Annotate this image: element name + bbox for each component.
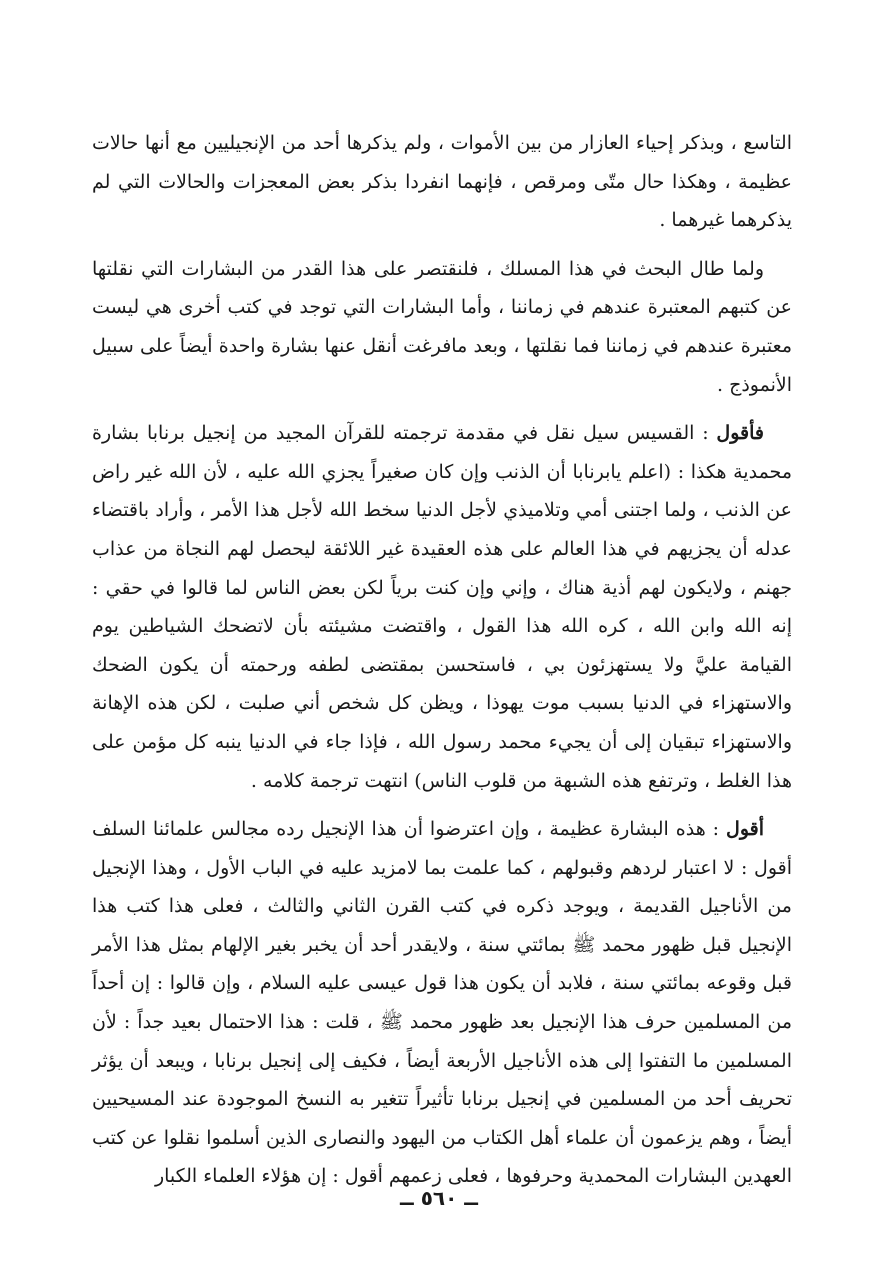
paragraph-3-lead-word: فأقول <box>716 422 764 445</box>
paragraph-3 <box>92 414 792 800</box>
paragraph-4-lead-word: أقول <box>726 818 764 841</box>
page-body <box>92 124 792 1196</box>
paragraph-2-text: ولما طال البحث في هذا المسلك ، فلنقتصر على هذا القدر من البشارات التي نقلتها عن كتبهم المعتبرة عندهم في زماننا ، وأما البشارات التي توجد في كتب أخرى هي ليست معتبرة عندهم في زماننا فما نقلتها ، وبعد مافرغت أنقل عنها بشارة واحدة أيضاً على سبيل الأنموذج . <box>92 257 792 396</box>
paragraph-4-text: : هذه البشارة عظيمة ، وإن اعترضوا أن هذا الإنجيل رده مجالس علمائنا السلف أقول : لا اعتبار لردهم وقبولهم ، كما علمت بما لامزيد عليه في الباب الأول ، وهذا الإنجيل من الأناجيل القديمة ، ويوجد ذكره في كتب القرن الثاني والثالث ، فعلى هذا كتب هذا الإنجيل قبل ظهور محمد ﷺ بمائتي سنة ، ولايقدر أحد أن يخبر بغير الإلهام بمثل هذا الأمر قبل وقوعه بمائتي سنة ، فلابد أن يكون هذا قول عيسى عليه السلام ، وإن قالوا : إن أحداً من المسلمين حرف هذا الإنجيل بعد ظهور محمد ﷺ ، قلت : هذا الاحتمال بعيد جداً : لأن المسلمين ما التفتوا إلى هذه الأناجيل الأربعة أيضاً ، فكيف إلى إنجيل برنابا ، ويبعد أن يؤثر تحريف أحد من المسلمين في إنجيل برنابا تأثيراً تتغير به النسخ الموجودة عند المسيحيين أيضاً ، وهم يزعمون أن علماء أهل الكتاب من اليهود والنصارى الذين أسلموا نقلوا عن كتب العهدين البشارات المحمدية وحرفوها ، فعلى زعمهم أقول : إن هؤلاء العلماء الكبار <box>92 818 792 1188</box>
paragraph-2 <box>92 250 792 404</box>
paragraph-4 <box>92 810 792 1196</box>
paragraph-1 <box>92 124 792 240</box>
paragraph-3-text: : القسيس سيل نقل في مقدمة ترجمته للقرآن المجيد من إنجيل برنابا بشارة محمدية هكذا : (اعلم يابرنابا أن الذنب وإن كان صغيراً يجزي الله عليه ، لأن الله غير راض عن الذنب ، ولما اجتنى أمي وتلاميذي لأجل الدنيا سخط الله لأجل هذا الأمر ، وأراد باقتضاء عدله أن يجزيهم في هذا العالم على هذه العقيدة غير اللائقة ليحصل لهم النجاة من عذاب جهنم ، ولايكون لهم أذية هناك ، وإني وإن كنت برياً لكن بعض الناس لما قالوا في حقي : إنه الله وابن الله ، كره الله هذا القول ، واقتضت مشيئته بأن لاتضحك الشياطين يوم القيامة عليَّ ولا يستهزئون بي ، فاستحسن بمقتضى لطفه ورحمته أن يكون الضحك والاستهزاء في الدنيا بسبب موت يهوذا ، ويظن كل شخص أني صلبت ، لكن هذه الإهانة والاستهزاء تبقيان إلى أن يجيء محمد رسول الله ، فإذا جاء في الدنيا ينبه كل مؤمن على هذا الغلط ، وترتفع هذه الشبهة من قلوب الناس) انتهت ترجمة كلامه . <box>92 422 792 792</box>
paragraph-1-text: التاسع ، وبذكر إحياء العازار من بين الأموات ، ولم يذكرها أحد من الإنجيليين مع أنها حالات عظيمة ، وهكذا حال متّى ومرقص ، فإنهما انفردا بذكر بعض المعجزات والحالات التي لم يذكرهما غيرهما . <box>92 132 792 232</box>
page-number: ــ ٥٦٠ ــ <box>400 1186 478 1210</box>
